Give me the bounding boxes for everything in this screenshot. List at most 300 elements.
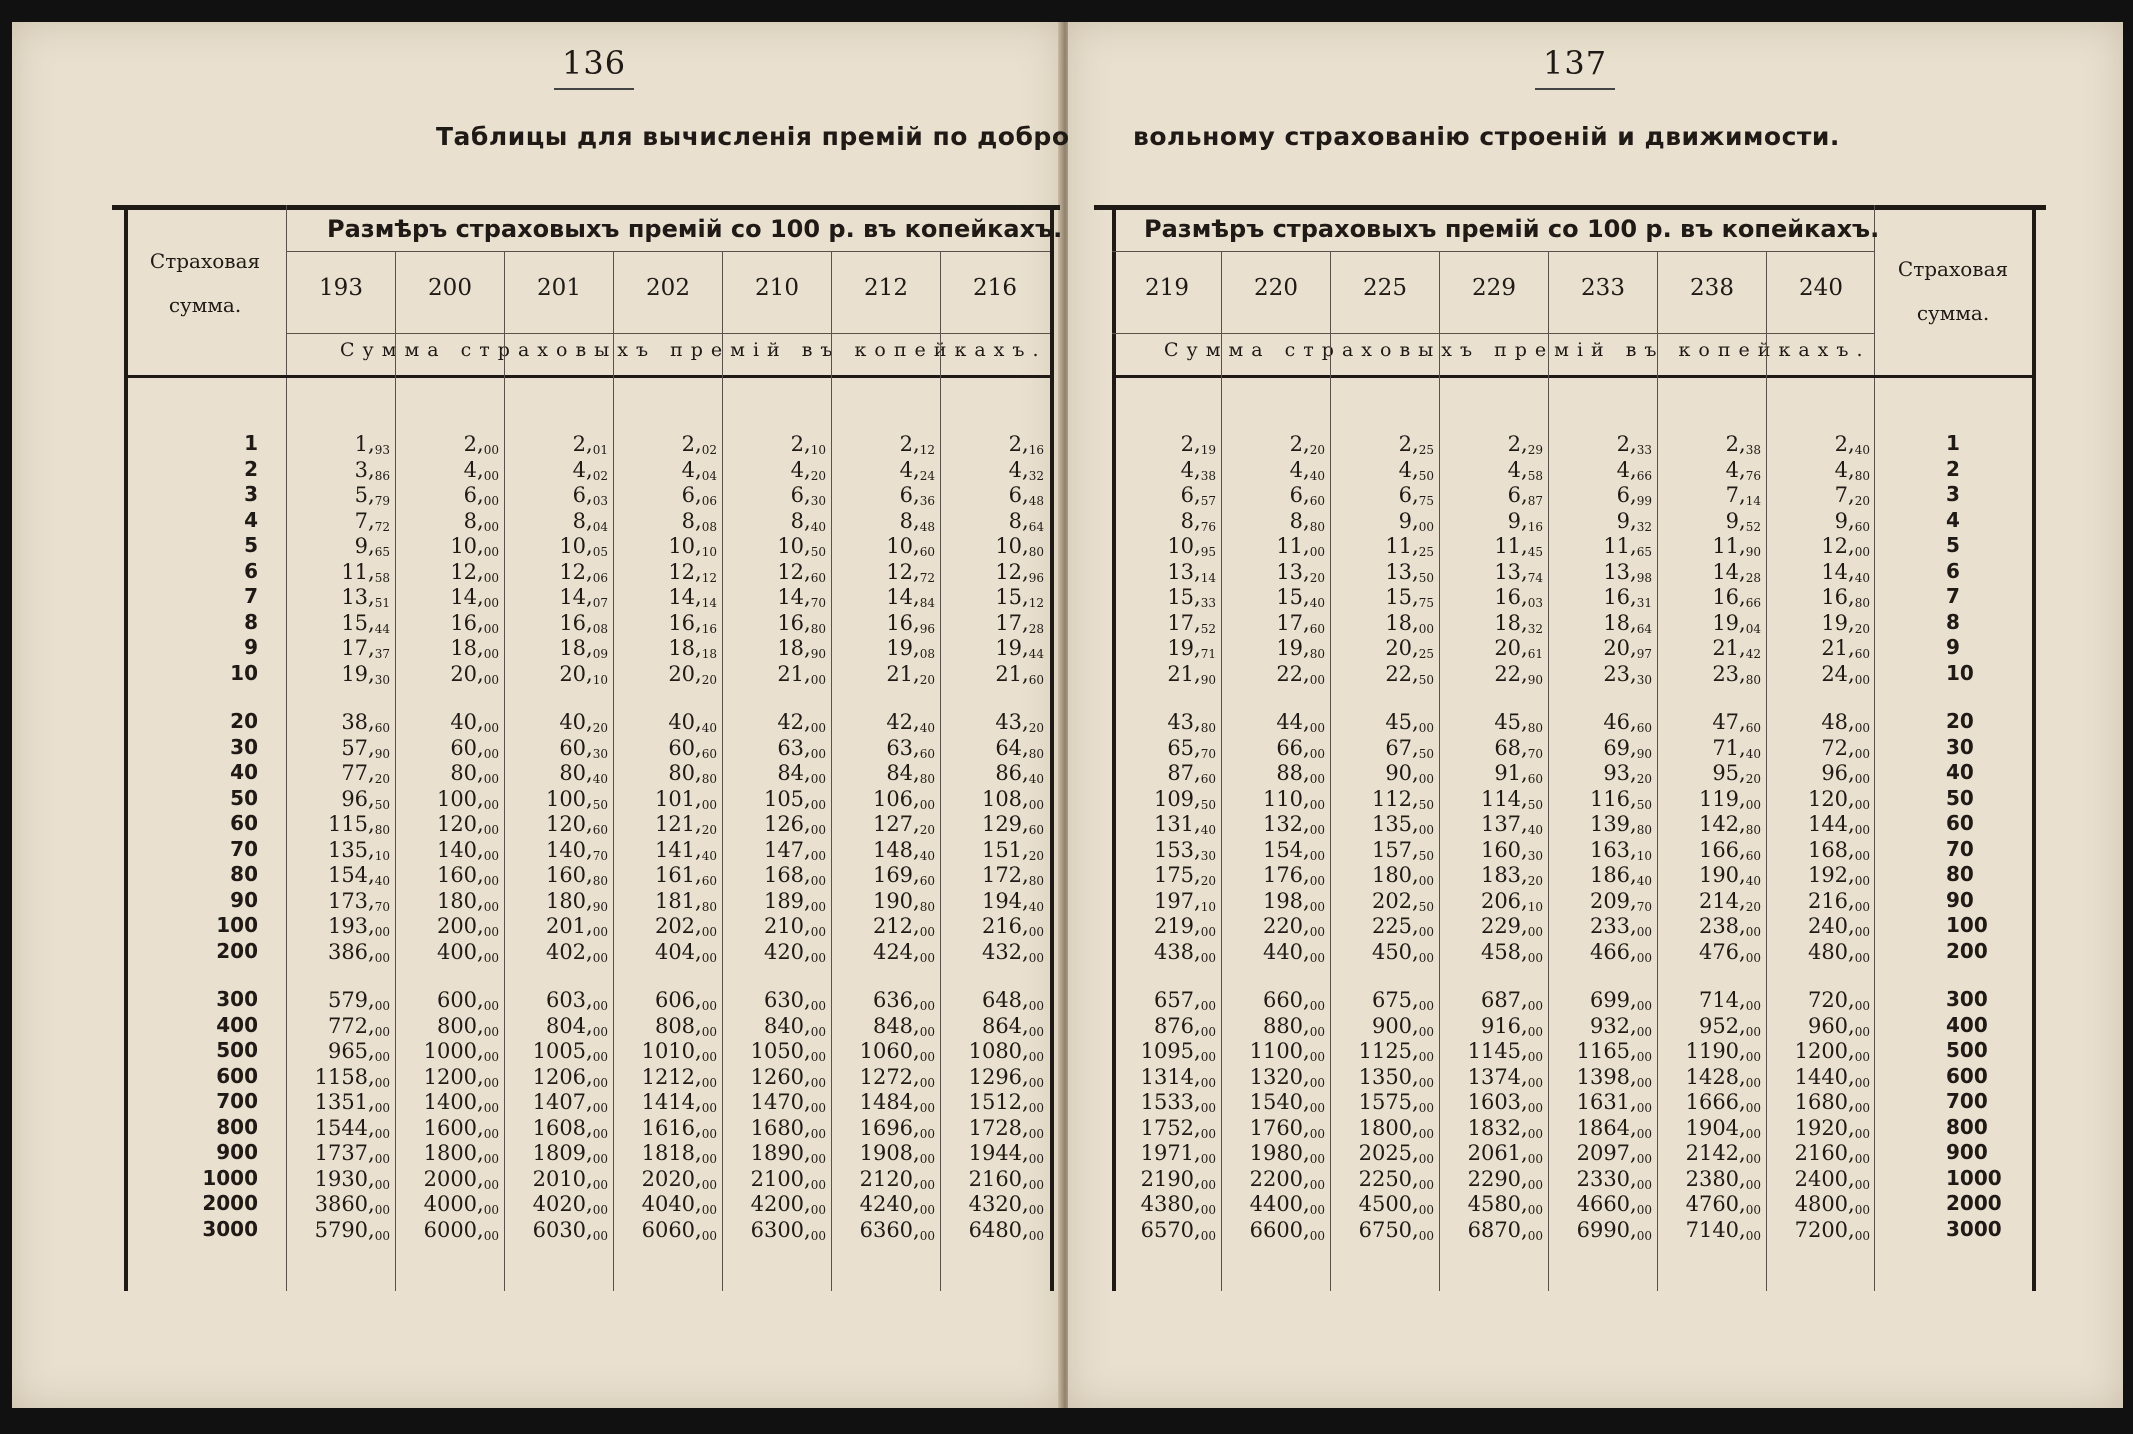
premium-header-left: Размѣръ страховыхъ премій со 100 р. въ копейкахъ. (327, 215, 1063, 243)
premium-cell-left: $106,_{00}$ (872, 786, 935, 812)
premium-cell-right: $114,_{50}$ (1480, 786, 1543, 812)
sum-amount-right: 700 (1946, 1089, 1988, 1113)
premium-cell-right: $9,_{00}$ (1398, 508, 1434, 534)
premium-cell-left: $1,_{93}$ (354, 432, 390, 457)
premium-cell-right: $229,_{00}$ (1480, 914, 1543, 939)
premium-cell-left: $14,_{84}$ (886, 585, 935, 610)
premium-cell-right: $458,_{00}$ (1480, 939, 1543, 965)
premium-cell-left: $2010,_{00}$ (532, 1166, 608, 1192)
premium-cell-left: $148,_{40}$ (872, 837, 935, 863)
premium-cell-left: $4,_{32}$ (1008, 457, 1044, 483)
premium-cell-right: $225,_{00}$ (1371, 914, 1434, 939)
premium-cell-left: $84,_{00}$ (777, 761, 826, 786)
sum-amount-left: 400 (216, 1012, 258, 1037)
sum-amount-right: 1000 (1946, 1165, 2002, 1190)
premium-cell-left: $19,_{08}$ (886, 636, 935, 661)
premium-cell-right: $450,_{00}$ (1371, 939, 1434, 965)
premium-cell-left: $101,_{00}$ (654, 786, 717, 812)
sum-amount-right: 5 (1946, 533, 1960, 557)
sum-amount-left: 300 (216, 987, 258, 1011)
premium-cell-right: $4,_{76}$ (1725, 457, 1761, 483)
premium-cell-right: $67,_{50}$ (1385, 735, 1434, 761)
premium-cell-left: $808,_{00}$ (654, 1013, 717, 1039)
premium-cell-right: $876,_{00}$ (1153, 1013, 1216, 1039)
premium-cell-left: $2160,_{00}$ (968, 1166, 1044, 1192)
sum-header-left: Страховая сумма. (149, 249, 261, 317)
premium-cell-left: $129,_{60}$ (981, 812, 1044, 837)
sum-amount-left: 4 (244, 507, 258, 532)
premium-cell-right: $6,_{75}$ (1398, 483, 1434, 508)
premium-cell-right: $1190,_{00}$ (1685, 1039, 1761, 1064)
sum-amount-left: 2 (244, 456, 258, 481)
sum-amount-right: 50 (1946, 785, 1974, 810)
premium-cell-right: $960,_{00}$ (1807, 1013, 1870, 1039)
premium-cell-left: $200,_{00}$ (436, 914, 499, 939)
rate-header-right: 225 (1363, 275, 1407, 301)
premium-cell-right: $4580,_{00}$ (1467, 1192, 1543, 1217)
premium-cell-right: $214,_{20}$ (1698, 888, 1761, 914)
premium-cell-right: $197,_{10}$ (1153, 888, 1216, 914)
premium-cell-right: $20,_{25}$ (1385, 636, 1434, 661)
premium-cell-left: $4,_{04}$ (681, 457, 717, 483)
premium-cell-right: $131,_{40}$ (1153, 812, 1216, 837)
sum-amount-left: 200 (216, 938, 258, 963)
premium-cell-left: $80,_{00}$ (450, 761, 499, 786)
premium-cell-right: $11,_{00}$ (1276, 534, 1325, 559)
premium-cell-left: $636,_{00}$ (872, 988, 935, 1013)
premium-cell-left: $168,_{00}$ (763, 863, 826, 888)
premium-cell-right: $17,_{52}$ (1167, 610, 1216, 636)
premium-cell-right: $6,_{57}$ (1180, 483, 1216, 508)
premium-cell-left: $2100,_{00}$ (750, 1166, 826, 1192)
premium-cell-right: $7,_{20}$ (1834, 483, 1870, 508)
sum-amount-right: 60 (1946, 811, 1974, 835)
premium-cell-right: $13,_{14}$ (1167, 559, 1216, 585)
premium-cell-left: $6,_{48}$ (1008, 483, 1044, 508)
premium-cell-left: $1512,_{00}$ (968, 1090, 1044, 1115)
premium-cell-right: $440,_{00}$ (1262, 939, 1325, 965)
premium-cell-right: $1533,_{00}$ (1140, 1090, 1216, 1115)
premium-cell-right: $21,_{60}$ (1821, 636, 1870, 661)
sum-amount-right: 20 (1946, 709, 1974, 733)
sum-amount-left: 9 (244, 635, 258, 659)
sum-amount-left: 20 (230, 709, 258, 733)
premium-cell-right: $4,_{80}$ (1834, 457, 1870, 483)
page-number-right: 137 (1543, 44, 1608, 82)
premium-cell-left: $64,_{80}$ (995, 735, 1044, 761)
premium-cell-left: $180,_{90}$ (545, 888, 608, 914)
premium-cell-right: $23,_{80}$ (1712, 661, 1761, 687)
premium-cell-right: $13,_{98}$ (1603, 559, 1652, 585)
premium-cell-right: $4,_{38}$ (1180, 457, 1216, 483)
premium-cell-left: $14,_{70}$ (777, 585, 826, 610)
premium-cell-left: $1407,_{00}$ (532, 1090, 608, 1115)
sum-amount-left: 40 (230, 760, 258, 784)
premium-cell-left: $1930,_{00}$ (314, 1166, 390, 1192)
premium-cell-right: $476,_{00}$ (1698, 939, 1761, 965)
premium-cell-right: $2,_{29}$ (1507, 432, 1543, 457)
premium-cell-left: $12,_{96}$ (995, 559, 1044, 585)
premium-cell-right: $916,_{00}$ (1480, 1013, 1543, 1039)
premium-cell-right: $1095,_{00}$ (1140, 1039, 1216, 1064)
premium-cell-left: $1010,_{00}$ (641, 1039, 717, 1064)
premium-cell-left: $2120,_{00}$ (859, 1166, 935, 1192)
premium-cell-left: $606,_{00}$ (654, 988, 717, 1013)
premium-cell-left: $1414,_{00}$ (641, 1090, 717, 1115)
premium-cell-left: $864,_{00}$ (981, 1013, 1044, 1039)
premium-cell-left: $10,_{80}$ (995, 534, 1044, 559)
premium-cell-left: $20,_{00}$ (450, 661, 499, 687)
premium-cell-left: $1260,_{00}$ (750, 1064, 826, 1090)
premium-cell-left: $400,_{00}$ (436, 939, 499, 965)
sum-amount-right: 900 (1946, 1140, 1988, 1164)
sum-amount-left: 3000 (202, 1216, 258, 1241)
premium-cell-right: $16,_{31}$ (1603, 585, 1652, 610)
premium-cell-left: $420,_{00}$ (763, 939, 826, 965)
premium-cell-right: $9,_{32}$ (1616, 508, 1652, 534)
premium-cell-right: $714,_{00}$ (1698, 988, 1761, 1013)
premium-cell-left: $60,_{60}$ (668, 735, 717, 761)
premium-cell-left: $772,_{00}$ (327, 1013, 390, 1039)
premium-cell-right: $15,_{33}$ (1167, 585, 1216, 610)
premium-cell-left: $115,_{80}$ (327, 812, 390, 837)
sum-amount-right: 1 (1946, 431, 1960, 455)
premium-cell-left: $40,_{00}$ (450, 710, 499, 735)
premium-cell-right: $21,_{90}$ (1167, 661, 1216, 687)
premium-cell-left: $7,_{72}$ (354, 508, 390, 534)
premium-cell-left: $18,_{18}$ (668, 636, 717, 661)
premium-cell-left: $6,_{30}$ (790, 483, 826, 508)
premium-cell-left: $20,_{10}$ (559, 661, 608, 687)
premium-cell-left: $194,_{40}$ (981, 888, 1044, 914)
premium-cell-right: $1971,_{00}$ (1140, 1141, 1216, 1166)
premium-cell-left: $42,_{00}$ (777, 710, 826, 735)
premium-cell-right: $2290,_{00}$ (1467, 1166, 1543, 1192)
premium-cell-left: $6,_{36}$ (899, 483, 935, 508)
premium-cell-left: $201,_{00}$ (545, 914, 608, 939)
premium-cell-right: $4760,_{00}$ (1685, 1192, 1761, 1217)
premium-cell-left: $10,_{05}$ (559, 534, 608, 559)
premium-cell-left: $2,_{01}$ (572, 432, 608, 457)
premium-cell-left: $4320,_{00}$ (968, 1192, 1044, 1217)
premium-cell-right: $186,_{40}$ (1589, 863, 1652, 888)
premium-cell-right: $13,_{50}$ (1385, 559, 1434, 585)
premium-cell-left: $8,_{04}$ (572, 508, 608, 534)
premium-cell-right: $1165,_{00}$ (1576, 1039, 1652, 1064)
sum-amount-right: 100 (1946, 913, 1988, 937)
premium-cell-left: $603,_{00}$ (545, 988, 608, 1013)
premium-cell-left: $6,_{03}$ (572, 483, 608, 508)
premium-cell-right: $88,_{00}$ (1276, 761, 1325, 786)
premium-cell-right: $168,_{00}$ (1807, 837, 1870, 863)
premium-cell-right: $4,_{66}$ (1616, 457, 1652, 483)
premium-cell-right: $1125,_{00}$ (1358, 1039, 1434, 1064)
premium-cell-right: $466,_{00}$ (1589, 939, 1652, 965)
premium-cell-left: $432,_{00}$ (981, 939, 1044, 965)
premium-cell-right: $18,_{64}$ (1603, 610, 1652, 636)
premium-cell-right: $183,_{20}$ (1480, 863, 1543, 888)
premium-cell-left: $12,_{72}$ (886, 559, 935, 585)
premium-cell-left: $2,_{12}$ (899, 432, 935, 457)
rate-header-left: 201 (537, 275, 581, 301)
rate-header-left: 212 (864, 275, 908, 301)
premium-cell-right: $1752,_{00}$ (1140, 1115, 1216, 1141)
premium-cell-right: $220,_{00}$ (1262, 914, 1325, 939)
sum-amount-left: 5 (244, 533, 258, 557)
premium-cell-right: $116,_{50}$ (1589, 786, 1652, 812)
premium-cell-left: $6000,_{00}$ (423, 1217, 499, 1243)
premium-cell-right: $45,_{80}$ (1494, 710, 1543, 735)
premium-cell-left: $63,_{60}$ (886, 735, 935, 761)
premium-cell-right: $72,_{00}$ (1821, 735, 1870, 761)
premium-cell-left: $1206,_{00}$ (532, 1064, 608, 1090)
premium-cell-right: $46,_{60}$ (1603, 710, 1652, 735)
premium-cell-left: $1200,_{00}$ (423, 1064, 499, 1090)
premium-cell-right: $1680,_{00}$ (1794, 1090, 1870, 1115)
sum-amount-left: 60 (230, 811, 258, 835)
premium-cell-left: $141,_{40}$ (654, 837, 717, 863)
premium-cell-left: $404,_{00}$ (654, 939, 717, 965)
premium-cell-right: $19,_{20}$ (1821, 610, 1870, 636)
premium-cell-right: $6570,_{00}$ (1140, 1217, 1216, 1243)
premium-cell-left: $1050,_{00}$ (750, 1039, 826, 1064)
premium-cell-right: $95,_{20}$ (1712, 761, 1761, 786)
premium-cell-right: $202,_{50}$ (1371, 888, 1434, 914)
premium-cell-left: $21,_{00}$ (777, 661, 826, 687)
premium-cell-left: $172,_{80}$ (981, 863, 1044, 888)
sum-amount-right: 6 (1946, 558, 1960, 583)
premium-cell-left: $14,_{07}$ (559, 585, 608, 610)
premium-cell-right: $2061,_{00}$ (1467, 1141, 1543, 1166)
premium-cell-right: $135,_{00}$ (1371, 812, 1434, 837)
premium-cell-right: $2,_{19}$ (1180, 432, 1216, 457)
premium-cell-right: $17,_{60}$ (1276, 610, 1325, 636)
premium-cell-left: $38,_{60}$ (341, 710, 390, 735)
premium-cell-right: $44,_{00}$ (1276, 710, 1325, 735)
sum-amount-right: 7 (1946, 584, 1960, 608)
premium-cell-right: $160,_{30}$ (1480, 837, 1543, 863)
premium-cell-right: $1980,_{00}$ (1249, 1141, 1325, 1166)
premium-cell-right: $2,_{40}$ (1834, 432, 1870, 457)
premium-cell-left: $105,_{00}$ (763, 786, 826, 812)
premium-cell-left: $17,_{28}$ (995, 610, 1044, 636)
premium-cell-right: $1145,_{00}$ (1467, 1039, 1543, 1064)
premium-cell-left: $1696,_{00}$ (859, 1115, 935, 1141)
premium-cell-right: $2200,_{00}$ (1249, 1166, 1325, 1192)
premium-cell-left: $57,_{90}$ (341, 735, 390, 761)
premium-cell-left: $6060,_{00}$ (641, 1217, 717, 1243)
premium-cell-right: $240,_{00}$ (1807, 914, 1870, 939)
premium-cell-right: $233,_{00}$ (1589, 914, 1652, 939)
premium-cell-right: $45,_{00}$ (1385, 710, 1434, 735)
premium-cell-right: $6,_{60}$ (1289, 483, 1325, 508)
premium-cell-right: $1540,_{00}$ (1249, 1090, 1325, 1115)
premium-cell-left: $848,_{00}$ (872, 1013, 935, 1039)
premium-cell-left: $121,_{20}$ (654, 812, 717, 837)
premium-cell-right: $209,_{70}$ (1589, 888, 1652, 914)
premium-cell-left: $154,_{40}$ (327, 863, 390, 888)
premium-cell-left: $4040,_{00}$ (641, 1192, 717, 1217)
premium-table-right (1094, 205, 2046, 1291)
premium-cell-left: $4020,_{00}$ (532, 1192, 608, 1217)
premium-cell-right: $206,_{10}$ (1480, 888, 1543, 914)
premium-cell-right: $438,_{00}$ (1153, 939, 1216, 965)
premium-cell-right: $2,_{38}$ (1725, 432, 1761, 457)
premium-cell-right: $91,_{60}$ (1494, 761, 1543, 786)
premium-cell-right: $2380,_{00}$ (1685, 1166, 1761, 1192)
sum-amount-right: 600 (1946, 1063, 1988, 1088)
premium-cell-right: $19,_{80}$ (1276, 636, 1325, 661)
rate-header-right: 220 (1254, 275, 1298, 301)
premium-cell-left: $120,_{00}$ (436, 812, 499, 837)
premium-cell-right: $93,_{20}$ (1603, 761, 1652, 786)
rate-header-left: 200 (428, 275, 472, 301)
premium-cell-left: $4,_{24}$ (899, 457, 935, 483)
premium-cell-right: $1864,_{00}$ (1576, 1115, 1652, 1141)
premium-cell-left: $60,_{00}$ (450, 735, 499, 761)
premium-cell-left: $212,_{00}$ (872, 914, 935, 939)
premium-cell-left: $202,_{00}$ (654, 914, 717, 939)
page-number-left: 136 (562, 44, 627, 82)
premium-cell-right: $219,_{00}$ (1153, 914, 1216, 939)
premium-cell-left: $1470,_{00}$ (750, 1090, 826, 1115)
premium-cell-right: $90,_{00}$ (1385, 761, 1434, 786)
premium-cell-left: $16,_{80}$ (777, 610, 826, 636)
premium-cell-left: $1600,_{00}$ (423, 1115, 499, 1141)
premium-cell-left: $4000,_{00}$ (423, 1192, 499, 1217)
premium-cell-right: $7,_{14}$ (1725, 483, 1761, 508)
premium-cell-right: $1100,_{00}$ (1249, 1039, 1325, 1064)
premium-header-right: Размѣръ страховыхъ премій со 100 р. въ копейкахъ. (1144, 215, 1880, 243)
premium-cell-left: $17,_{37}$ (341, 636, 390, 661)
premium-cell-left: $18,_{90}$ (777, 636, 826, 661)
premium-cell-left: $180,_{00}$ (436, 888, 499, 914)
premium-cell-right: $1666,_{00}$ (1685, 1090, 1761, 1115)
sum-amount-left: 100 (216, 913, 258, 937)
premium-cell-left: $8,_{40}$ (790, 508, 826, 534)
premium-cell-left: $8,_{00}$ (463, 508, 499, 534)
premium-cell-left: $21,_{20}$ (886, 661, 935, 687)
sum-amount-left: 700 (216, 1089, 258, 1113)
premium-cell-right: $18,_{00}$ (1385, 610, 1434, 636)
premium-cell-right: $720,_{00}$ (1807, 988, 1870, 1013)
premium-cell-left: $161,_{60}$ (654, 863, 717, 888)
sum-amount-right: 70 (1946, 836, 1974, 861)
premium-cell-left: $1818,_{00}$ (641, 1141, 717, 1166)
premium-cell-left: $1908,_{00}$ (859, 1141, 935, 1166)
sum-amount-left: 90 (230, 887, 258, 912)
premium-cell-left: $6,_{06}$ (681, 483, 717, 508)
premium-cell-right: $4380,_{00}$ (1140, 1192, 1216, 1217)
premium-cell-left: $1616,_{00}$ (641, 1115, 717, 1141)
premium-cell-right: $22,_{50}$ (1385, 661, 1434, 687)
premium-cell-right: $11,_{45}$ (1494, 534, 1543, 559)
sum-amount-right: 3 (1946, 482, 1960, 506)
premium-cell-right: $8,_{76}$ (1180, 508, 1216, 534)
premium-cell-right: $6870,_{00}$ (1467, 1217, 1543, 1243)
premium-cell-right: $15,_{75}$ (1385, 585, 1434, 610)
premium-cell-left: $216,_{00}$ (981, 914, 1044, 939)
premium-cell-left: $1608,_{00}$ (532, 1115, 608, 1141)
premium-cell-left: $1728,_{00}$ (968, 1115, 1044, 1141)
sum-amount-left: 1000 (202, 1165, 258, 1190)
rate-header-left: 193 (319, 275, 363, 301)
premium-cell-right: $7200,_{00}$ (1794, 1217, 1870, 1243)
premium-cell-right: $9,_{16}$ (1507, 508, 1543, 534)
premium-cell-left: $80,_{80}$ (668, 761, 717, 786)
premium-cell-right: $6,_{87}$ (1507, 483, 1543, 508)
premium-cell-right: $66,_{00}$ (1276, 735, 1325, 761)
premium-cell-left: $127,_{20}$ (872, 812, 935, 837)
sum-amount-left: 70 (230, 836, 258, 861)
premium-cell-left: $42,_{40}$ (886, 710, 935, 735)
premium-cell-right: $2330,_{00}$ (1576, 1166, 1652, 1192)
premium-cell-right: $4400,_{00}$ (1249, 1192, 1325, 1217)
premium-cell-left: $16,_{00}$ (450, 610, 499, 636)
premium-cell-right: $16,_{66}$ (1712, 585, 1761, 610)
sum-amount-left: 500 (216, 1038, 258, 1062)
premium-cell-left: $4,_{00}$ (463, 457, 499, 483)
premium-cell-right: $2250,_{00}$ (1358, 1166, 1434, 1192)
premium-cell-left: $2,_{02}$ (681, 432, 717, 457)
premium-cell-right: $4,_{50}$ (1398, 457, 1434, 483)
sum-amount-right: 80 (1946, 862, 1974, 886)
premium-cell-left: $160,_{80}$ (545, 863, 608, 888)
premium-cell-left: $3,_{86}$ (354, 457, 390, 483)
premium-cell-right: $119,_{00}$ (1698, 786, 1761, 812)
premium-cell-right: $65,_{70}$ (1167, 735, 1216, 761)
premium-cell-left: $6300,_{00}$ (750, 1217, 826, 1243)
premium-cell-left: $15,_{12}$ (995, 585, 1044, 610)
premium-cell-left: $12,_{00}$ (450, 559, 499, 585)
premium-cell-right: $1314,_{00}$ (1140, 1064, 1216, 1090)
premium-cell-left: $19,_{30}$ (341, 661, 390, 687)
premium-cell-right: $24,_{00}$ (1821, 661, 1870, 687)
rate-header-left: 210 (755, 275, 799, 301)
premium-cell-left: $16,_{16}$ (668, 610, 717, 636)
premium-cell-left: $18,_{09}$ (559, 636, 608, 661)
sum-amount-right: 500 (1946, 1038, 1988, 1062)
sum-amount-left: 7 (244, 584, 258, 608)
premium-cell-left: $11,_{58}$ (341, 559, 390, 585)
premium-cell-left: $2,_{10}$ (790, 432, 826, 457)
premium-cell-left: $1484,_{00}$ (859, 1090, 935, 1115)
premium-cell-left: $1351,_{00}$ (314, 1090, 390, 1115)
premium-cell-left: $169,_{60}$ (872, 863, 935, 888)
premium-cell-left: $80,_{40}$ (559, 761, 608, 786)
premium-cell-left: $386,_{00}$ (327, 939, 390, 965)
premium-cell-right: $12,_{00}$ (1821, 534, 1870, 559)
premium-cell-right: $176,_{00}$ (1262, 863, 1325, 888)
premium-cell-right: $154,_{00}$ (1262, 837, 1325, 863)
premium-cell-left: $181,_{80}$ (654, 888, 717, 914)
premium-cell-right: $166,_{60}$ (1698, 837, 1761, 863)
premium-cell-right: $18,_{32}$ (1494, 610, 1543, 636)
sum-amount-right: 40 (1946, 760, 1974, 784)
premium-cell-right: $69,_{90}$ (1603, 735, 1652, 761)
premium-cell-right: $6750,_{00}$ (1358, 1217, 1434, 1243)
premium-cell-right: $20,_{97}$ (1603, 636, 1652, 661)
premium-cell-left: $648,_{00}$ (981, 988, 1044, 1013)
premium-cell-left: $151,_{20}$ (981, 837, 1044, 863)
sub-header-left: Сумма страховыхъ премій въ копейкахъ. (340, 339, 1047, 361)
premium-cell-left: $10,_{60}$ (886, 534, 935, 559)
rate-header-right: 240 (1799, 275, 1843, 301)
premium-cell-left: $96,_{50}$ (341, 786, 390, 812)
premium-cell-right: $142,_{80}$ (1698, 812, 1761, 837)
premium-cell-right: $1832,_{00}$ (1467, 1115, 1543, 1141)
premium-cell-right: $110,_{00}$ (1262, 786, 1325, 812)
